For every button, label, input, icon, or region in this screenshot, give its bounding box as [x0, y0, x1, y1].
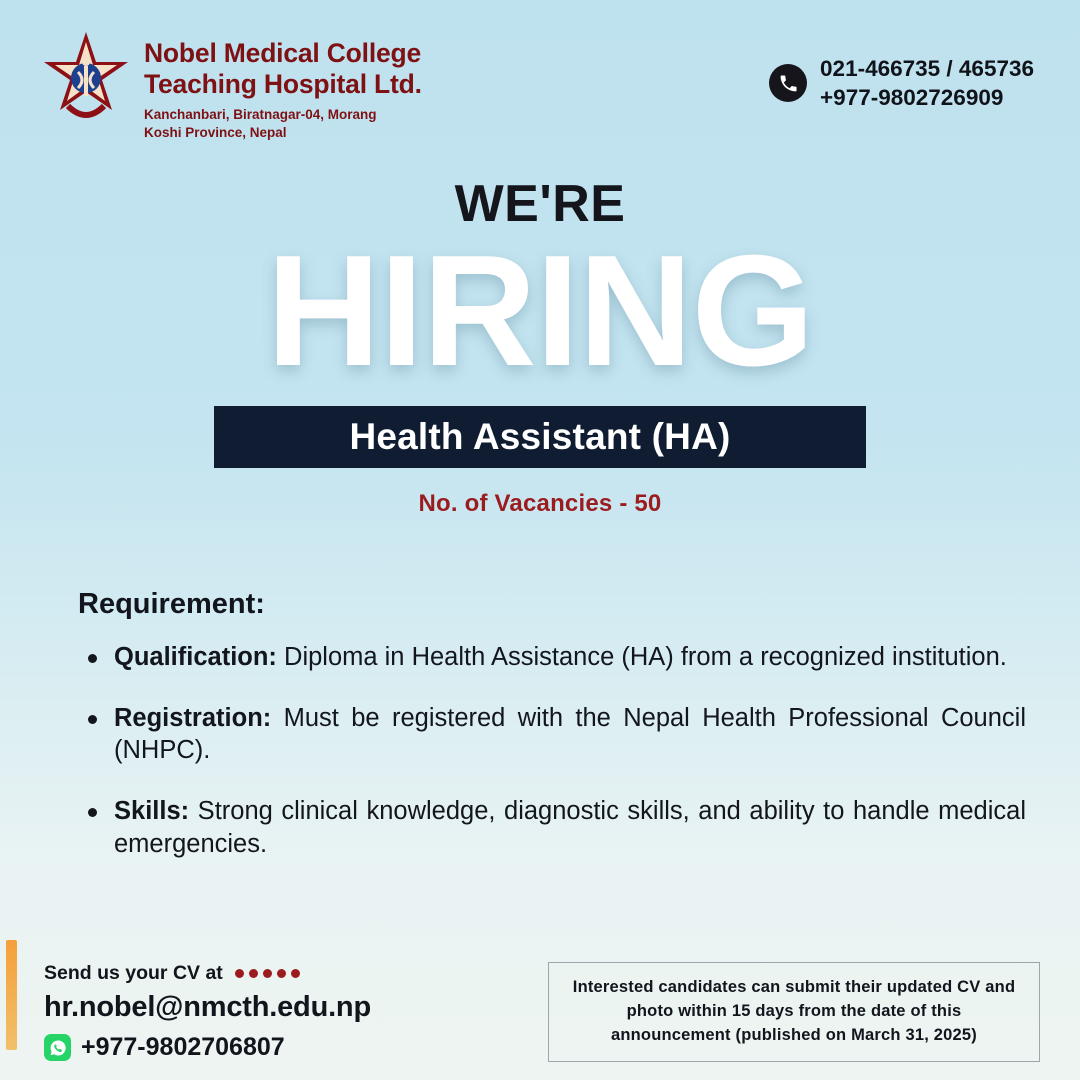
poster-header [0, 28, 1080, 142]
contact-phone-numbers [820, 54, 1034, 113]
requirement-text: Diploma in Health Assistance (HA) from a recognized institution. [276, 643, 1007, 671]
vacancy-count: No. of Vacancies - 50 [418, 490, 662, 517]
address-line-2: Koshi Province, Nepal [144, 125, 287, 141]
organization-name [144, 38, 422, 99]
contact-block [769, 28, 1034, 113]
phone-number-primary: 021-466735 / 465736 [820, 56, 1034, 81]
whatsapp-contact [44, 1033, 371, 1062]
phone-number-secondary: +977-9802726909 [820, 85, 1004, 111]
application-note: Interested candidates can submit their updated CV and photo within 15 days from the date of this announcement (published on March 31, 2025) [572, 978, 1016, 1045]
requirements-list [78, 641, 1026, 860]
address-line-1: Kanchanbari, Biratnagar-04, Morang [144, 107, 377, 123]
phone-icon [769, 64, 807, 102]
hero-section [0, 175, 1080, 518]
position-title-bar [214, 406, 866, 468]
list-item [78, 795, 1026, 860]
requirement-label: Qualification: [114, 643, 277, 671]
organization-name-line1: Nobel Medical College [144, 38, 422, 68]
brand-block [42, 28, 422, 142]
requirement-label: Registration: [114, 703, 272, 732]
position-title: Health Assistant (HA) [349, 416, 731, 457]
cv-label: Send us your CV at [44, 962, 223, 984]
application-note-box [548, 962, 1040, 1062]
organization-name-line2: Teaching Hospital Ltd. [144, 68, 422, 99]
requirements-section [78, 588, 1026, 888]
whatsapp-icon [44, 1034, 71, 1061]
whatsapp-number: +977-9802706807 [81, 1033, 285, 1061]
list-item [78, 641, 1026, 674]
hero-headline: HIRING [266, 223, 814, 399]
brand-text [144, 28, 422, 142]
requirement-label: Skills: [114, 796, 190, 825]
requirement-text: Must be registered with the Nepal Health Professional Council (NHPC). [114, 703, 1026, 765]
poster-footer [0, 962, 1080, 1062]
hospital-logo-icon [42, 28, 130, 128]
hero-eyebrow: WE'RE [454, 175, 626, 233]
requirement-text: Strong clinical knowledge, diagnostic skills, and ability to handle medical emergencies. [114, 796, 1026, 858]
cv-contact-block [14, 962, 371, 1062]
list-item [78, 702, 1026, 767]
cv-email-address[interactable]: hr.nobel@nmcth.edu.np [44, 991, 371, 1023]
requirements-title: Requirement: [78, 588, 265, 620]
dots-decoration [235, 969, 300, 978]
organization-address [144, 106, 422, 141]
